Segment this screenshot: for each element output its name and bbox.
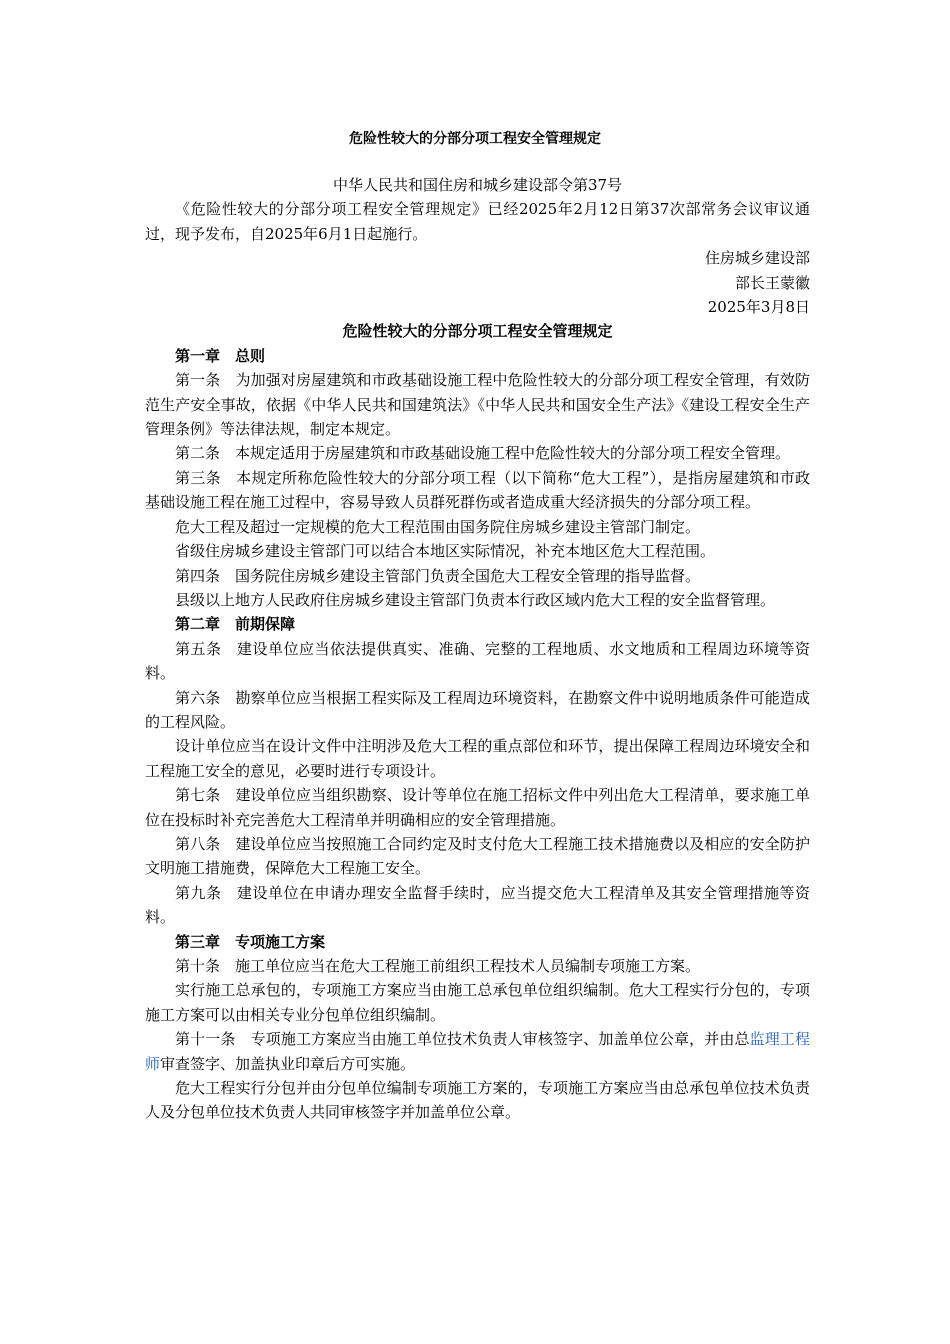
article-paragraph: 第二条 本规定适用于房屋建筑和市政基础设施工程中危险性较大的分部分项工程安全管理。 xyxy=(175,444,791,463)
article-paragraph xyxy=(145,1027,810,1076)
chapter-heading: 第一章 总则 xyxy=(175,346,266,365)
supervising-engineer-link[interactable]: 监理工程师 xyxy=(145,1030,810,1073)
article-paragraph: 第八条 建设单位应当按照施工合同约定及时支付危大工程施工技术措施费以及相应的安全防护文明施工措施费，保障危大工程施工安全。 xyxy=(145,834,810,878)
chapter-heading: 第二章 前期保障 xyxy=(175,615,296,634)
document-body xyxy=(145,173,810,1125)
document-title: 危险性较大的分部分项工程安全管理规定 xyxy=(349,131,601,147)
minister-signature: 部长王蒙徽 xyxy=(734,273,810,292)
article-text: 审查签字、加盖执业印章后方可实施。 xyxy=(160,1054,416,1073)
decree-announcement: 《危险性较大的分部分项工程安全管理规定》已经2025年2月12日第37次部常务会议审议通过，现予发布，自2025年6月1日起施行。 xyxy=(145,200,810,243)
article-paragraph: 危大工程及超过一定规模的危大工程范围由国务院住房城乡建设主管部门制定。 xyxy=(175,517,701,536)
article-paragraph: 实行施工总承包的，专项施工方案应当由施工总承包单位组织编制。危大工程实行分包的，专项施工方案可以由相关专业分包单位组织编制。 xyxy=(145,981,810,1024)
article-paragraph: 第一条 为加强对房屋建筑和市政基础设施工程中危险性较大的分部分项工程安全管理，有效防范生产安全事故，依据《中华人民共和国建筑法》《中华人民共和国安全生产法》《建设工程安全生产管理条例》等法律法规，制定本规定。 xyxy=(145,371,810,439)
article-paragraph: 省级住房城乡建设主管部门可以结合本地区实际情况，补充本地区危大工程范围。 xyxy=(175,542,716,561)
article-paragraph: 第六条 勘察单位应当根据工程实际及工程周边环境资料，在勘察文件中说明地质条件可能造成的工程风险。 xyxy=(145,688,810,731)
chapter-heading: 第三章 专项施工方案 xyxy=(175,932,326,951)
article-paragraph: 危大工程实行分包并由分包单位编制专项施工方案的，专项施工方案应当由总承包单位技术负责人及分包单位技术负责人共同审核签字并加盖单位公章。 xyxy=(145,1079,810,1122)
article-paragraph: 第五条 建设单位应当依法提供真实、准确、完整的工程地质、水文地质和工程周边环境等资料。 xyxy=(145,639,810,683)
article-paragraph: 第四条 国务院住房城乡建设主管部门负责全国危大工程安全管理的指导监督。 xyxy=(175,566,701,585)
article-text: 第十一条 专项施工方案应当由施工单位技术负责人审核签字、加盖单位公章，并由总 xyxy=(175,1030,750,1049)
issuing-department: 住房城乡建设部 xyxy=(704,249,810,268)
article-paragraph: 第七条 建设单位应当组织勘察、设计等单位在施工招标文件中列出危大工程清单，要求施工单位在投标时补充完善危大工程清单并明确相应的安全管理措施。 xyxy=(145,786,810,829)
article-paragraph: 设计单位应当在设计文件中注明涉及危大工程的重点部位和环节，提出保障工程周边环境安全和工程施工安全的意见，必要时进行专项设计。 xyxy=(145,737,810,780)
decree-number: 中华人民共和国住房和城乡建设部令第37号 xyxy=(332,176,623,194)
issue-date: 2025年3月8日 xyxy=(707,298,810,317)
article-paragraph: 第三条 本规定所称危险性较大的分部分项工程（以下简称“危大工程”），是指房屋建筑和市政基础设施工程在施工过程中，容易导致人员群死群伤或者造成重大经济损失的分部分项工程。 xyxy=(145,468,810,512)
regulation-title: 危险性较大的分部分项工程安全管理规定 xyxy=(342,322,613,341)
article-paragraph: 县级以上地方人民政府住房城乡建设主管部门负责本行政区域内危大工程的安全监督管理。 xyxy=(175,590,776,609)
article-paragraph: 第十条 施工单位应当在危大工程施工前组织工程技术人员编制专项施工方案。 xyxy=(175,957,701,975)
article-paragraph: 第九条 建设单位在申请办理安全监督手续时，应当提交危大工程清单及其安全管理措施等资料。 xyxy=(145,883,810,927)
